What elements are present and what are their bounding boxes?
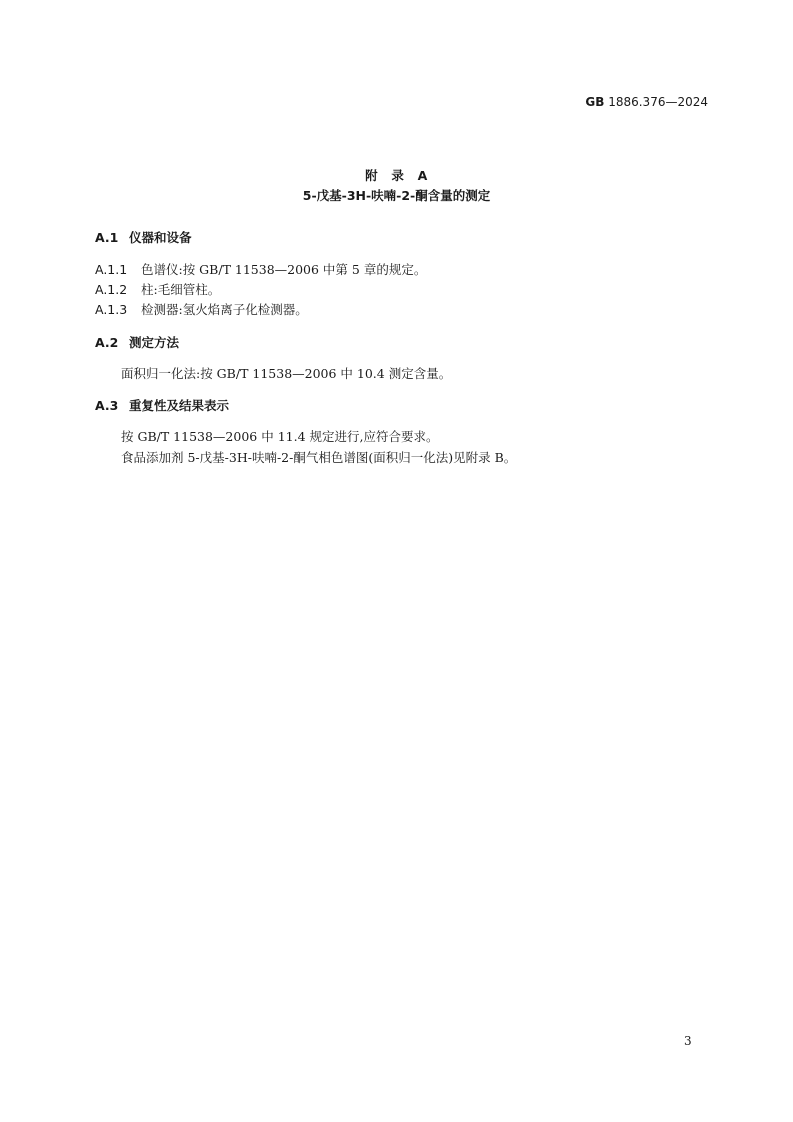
- clause-number: A.1.1: [95, 262, 128, 277]
- annex-subtitle: 5-戊基-3H-呋喃-2-酮含量的测定: [302, 188, 491, 203]
- page-number: 3: [684, 1034, 692, 1048]
- clause-a1-2: [95, 280, 220, 298]
- section-title: 测定方法: [129, 335, 180, 350]
- paragraph-a2: 面积归一化法:按 GB/T 11538—2006 中 10.4 测定含量。: [121, 366, 452, 381]
- standard-number: 1886.376—2024: [608, 95, 708, 109]
- section-heading-a2: [95, 333, 179, 351]
- clause-text: 检测器:氢火焰离子化检测器。: [141, 302, 308, 317]
- paragraph-a3-1: 按 GB/T 11538—2006 中 11.4 规定进行,应符合要求。: [121, 429, 439, 444]
- section-title: 重复性及结果表示: [129, 398, 230, 413]
- section-number: A.3: [95, 398, 119, 413]
- section-title: 仪器和设备: [129, 230, 192, 245]
- annex-title: 附 录 A: [365, 168, 428, 183]
- section-heading-a1: [95, 228, 192, 246]
- standard-code: [585, 95, 708, 109]
- section-number: A.1: [95, 230, 119, 245]
- clause-a1-3: [95, 300, 308, 318]
- paragraph-a3-2: 食品添加剂 5-戊基-3H-呋喃-2-酮气相色谱图(面积归一化法)见附录 B。: [121, 450, 517, 465]
- standard-prefix: GB: [585, 95, 605, 109]
- clause-number: A.1.2: [95, 282, 128, 297]
- clause-text: 色谱仪:按 GB/T 11538—2006 中第 5 章的规定。: [141, 262, 427, 277]
- section-number: A.2: [95, 335, 119, 350]
- clause-a1-1: [95, 260, 426, 278]
- clause-number: A.1.3: [95, 302, 128, 317]
- section-heading-a3: [95, 396, 229, 414]
- clause-text: 柱:毛细管柱。: [141, 282, 221, 297]
